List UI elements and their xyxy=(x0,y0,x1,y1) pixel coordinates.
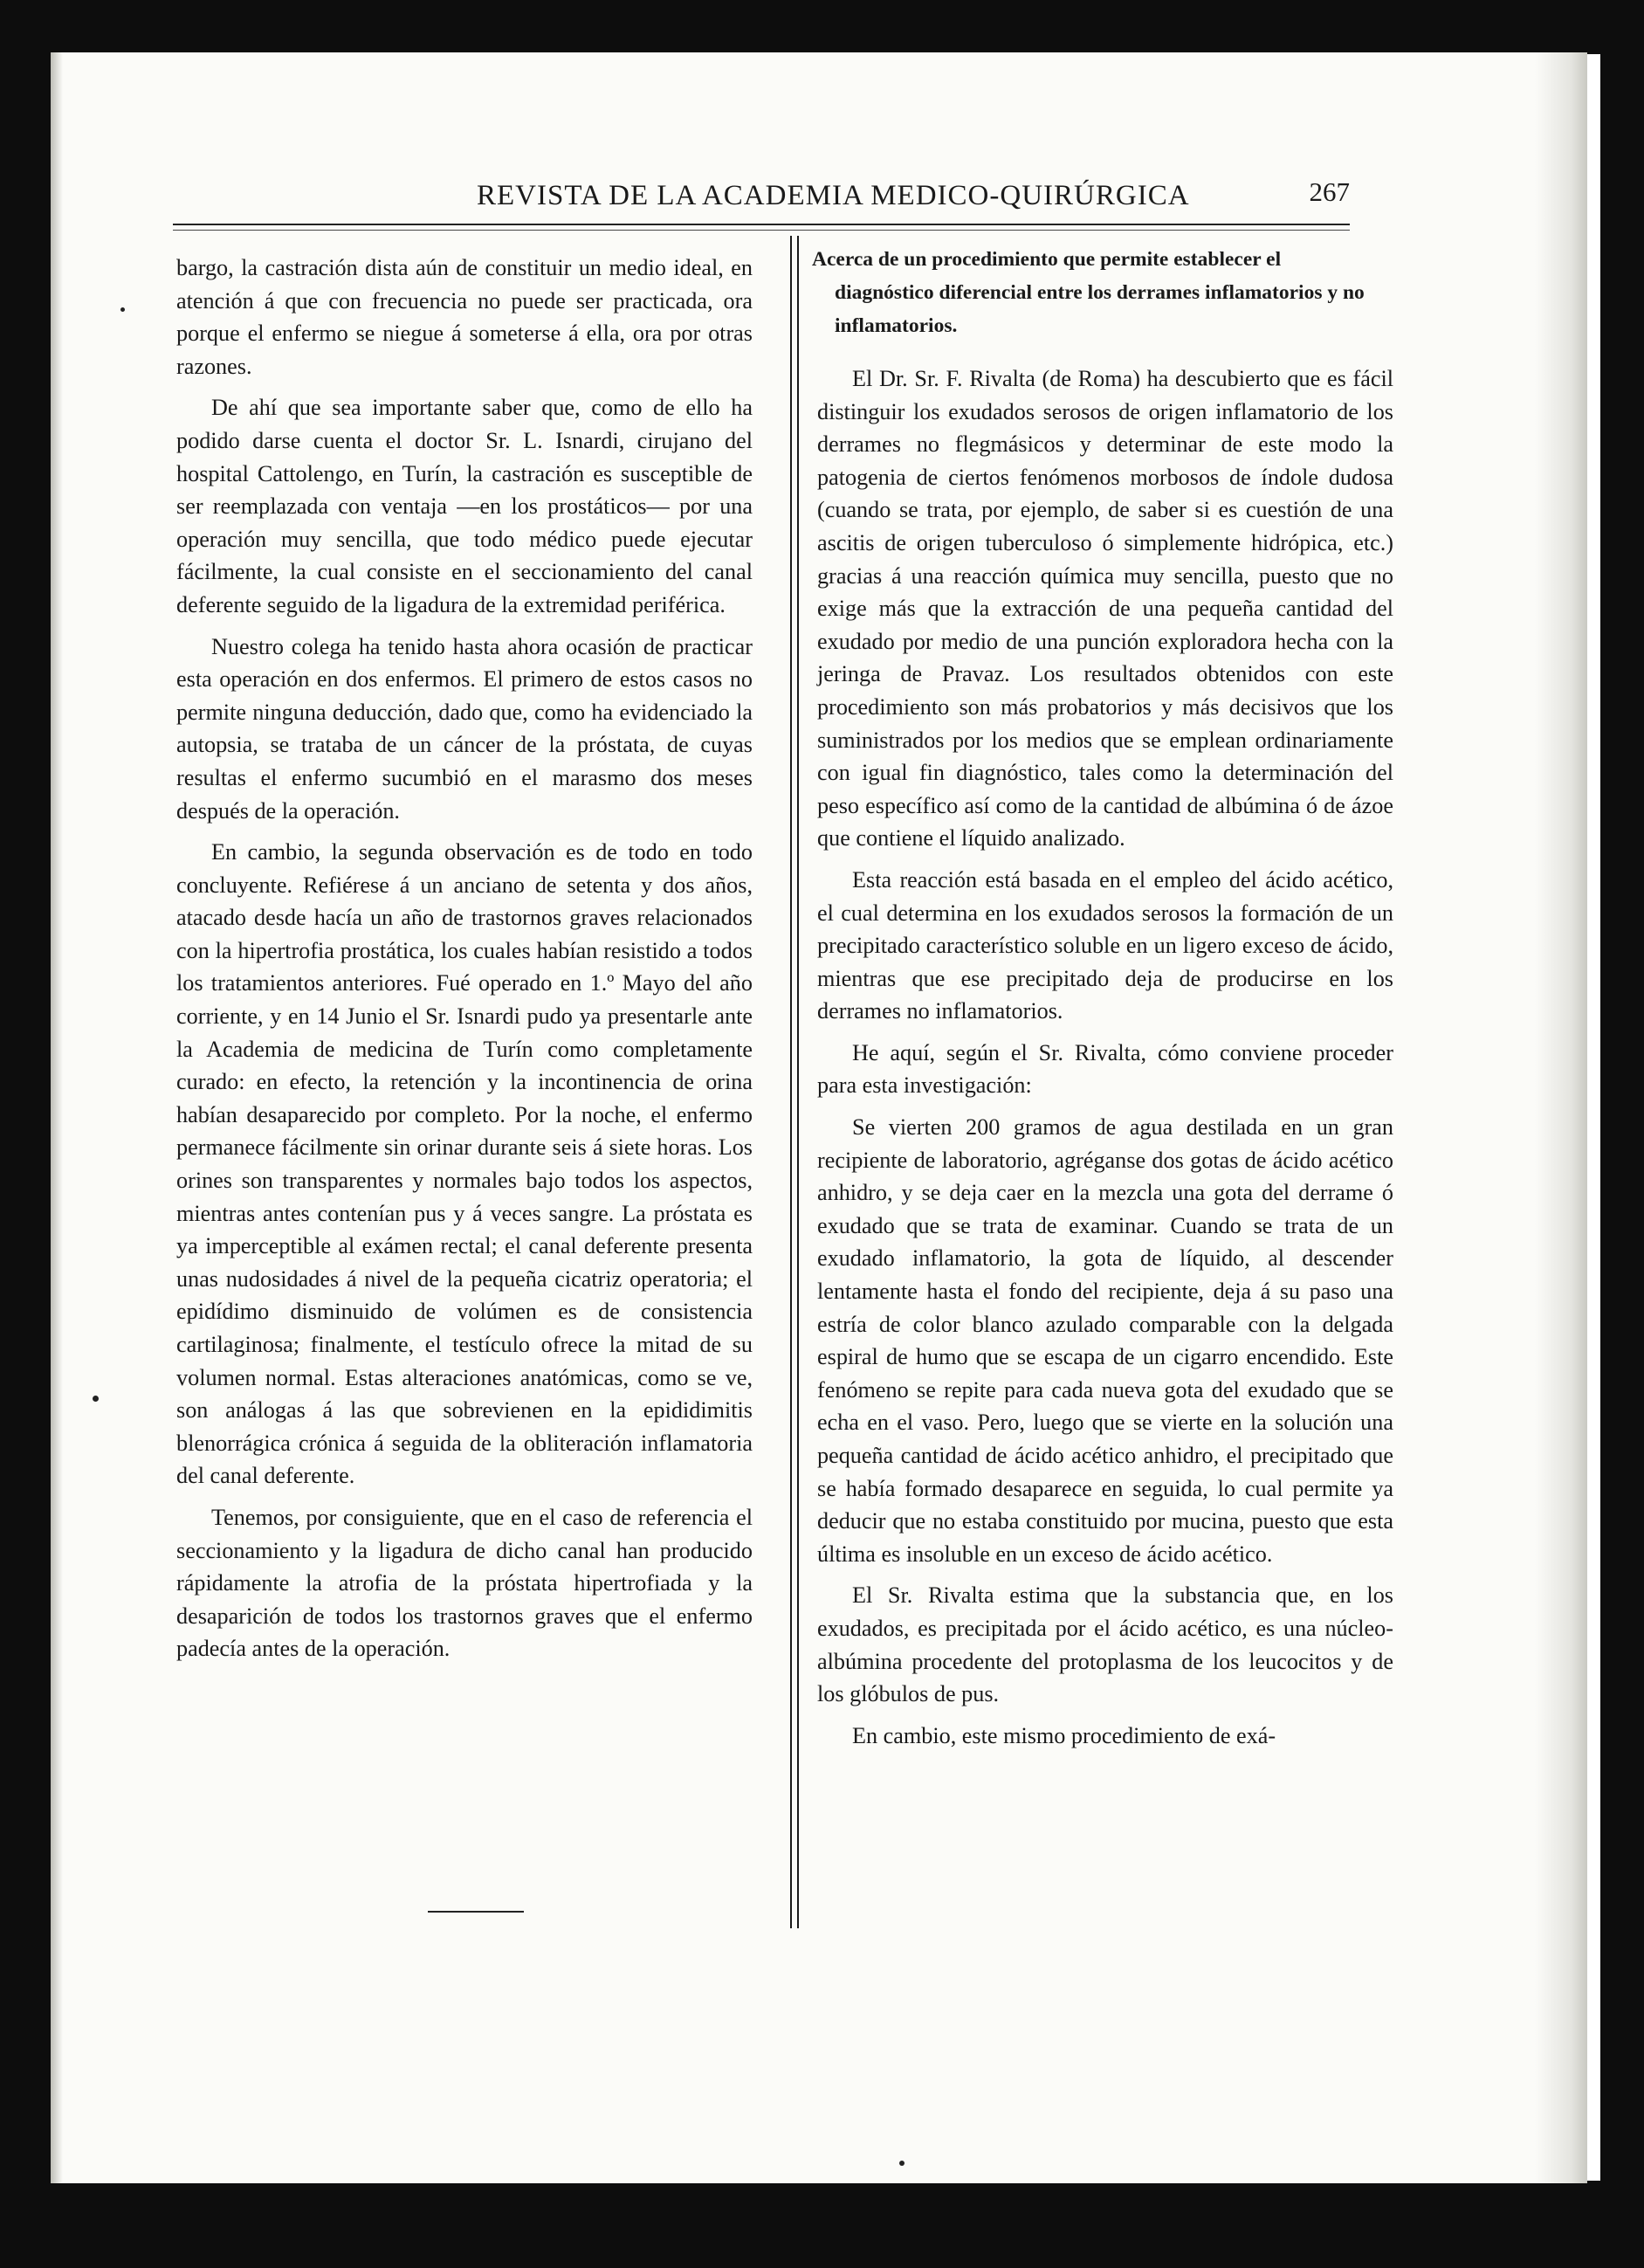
ink-speck xyxy=(120,307,125,312)
scan-border-top xyxy=(0,0,1644,54)
running-header xyxy=(173,176,1350,215)
article-heading-rest: diagnóstico diferencial entre los derrames inflamatorios y no inflamatorios. xyxy=(835,281,1365,337)
paragraph: Esta reacción está basada en el empleo del ácido acético, el cual determina en los exudados serosos la formación de un precipitado característico soluble en un ligero exceso de ácido, mientras que ese precipitado deja de producirse en los derrames no inflamatorios. xyxy=(817,866,1393,1024)
paragraph: El Sr. Rivalta estima que la substancia que, en los exudados, es precipitada por el ácido acético, es una núcleo-albúmina procedente del protoplasma de los leucocitos y de los glóbulos de pus. xyxy=(817,1582,1393,1707)
article-heading xyxy=(812,243,1388,342)
page-fold xyxy=(1535,52,1587,2183)
paragraph: El Dr. Sr. F. Rivalta (de Roma) ha descubierto que es fácil distinguir los exudados serosos de origen inflamatorio de los derrames no flegmásicos y determinar de este modo la patogenia de ciertos fenómenos morbosos de índole dudosa (cuando se trata, por ejemplo, de saber si es cuestión de una ascitis de origen tuberculoso ó simplemente hidrópica, etc.) gracias á una reacción química muy sencilla, puesto que no exige más que la extracción de una pequeña cantidad del exudado por medio de una punción exploradora hecha con la jeringa de Pravaz. Los resultados obtenidos con este procedimiento son más probatorios y más decisivos que los suministrados por los medios que se emplean ordinariamente con igual fin diagnóstico, tales como la determinación del peso específico así como de la cantidad de albúmina ó de ázoe que contiene el líquido analizado. xyxy=(817,366,1393,851)
scan-border-bottom xyxy=(0,2181,1644,2268)
paragraph: Se vierten 200 gramos de agua destilada en un gran recipiente de laboratorio, agréganse dos gotas de ácido acético anhidro, y se deja caer en la mezcla una gota del derrame ó exudado que se trata de examinar. Cuando se trata de un exudado inflamatorio, la gota de líquido, al descender lentamente hasta el fondo del recipiente, deja á su paso una estría de color blanco azulado comparable con la delgada espiral de humo que se escapa de un cigarro encendido. Este fenómeno se repite para cada nueva gota del exudado que se echa en el vaso. Pero, luego que se vierte en la solución una pequeña cantidad de ácido acético anhidro, el precipitado que se había formado desaparece en seguida, lo cual permite ya deducir que no estaba constituido por mucina, puesto que esta última es insoluble en un exceso de ácido acético. xyxy=(817,1114,1393,1567)
paragraph: He aquí, según el Sr. Rivalta, cómo conviene proceder para esta investigación: xyxy=(817,1039,1393,1099)
section-end-rule xyxy=(428,1911,524,1913)
article-heading-line1: Acerca de un procedimiento que permite establecer el xyxy=(812,248,1282,271)
journal-title: REVISTA DE LA ACADEMIA MEDICO-QUIRÚRGICA xyxy=(477,180,1190,211)
left-column xyxy=(176,252,753,1674)
paragraph: En cambio, este mismo procedimiento de exá- xyxy=(852,1722,1276,1748)
header-rule xyxy=(173,224,1350,225)
scan-border-left xyxy=(0,0,52,2268)
right-column xyxy=(817,362,1393,1761)
column-divider xyxy=(790,236,799,1928)
ink-speck xyxy=(899,2161,905,2166)
scan-border-right xyxy=(1600,0,1644,2268)
paragraph: bargo, la castración dista aún de constituir un medio ideal, en atención á que con frecuencia no puede ser practicada, ora porque el enfermo se niegue á someterse á ella, ora por otras razones. xyxy=(176,255,753,379)
header-rule-thin xyxy=(173,230,1350,231)
paragraph: De ahí que sea importante saber que, como de ello ha podido darse cuenta el doctor Sr. L. Isnardi, cirujano del hospital Cattolengo, en Turín, la castración es susceptible de ser reemplazada con ventaja —en los prostáticos— por una operación muy sencilla, que todo médico puede ejecutar fácilmente, la cual consiste en el seccionamiento del canal deferente seguido de la ligadura de la extremidad periférica. xyxy=(176,395,753,617)
page-number: 267 xyxy=(1309,176,1350,207)
paragraph: En cambio, la segunda observación es de todo en todo concluyente. Refiérese á un anciano de setenta y dos años, atacado desde hacía un año de trastornos graves relacionados con la hipertrofia prostática, los cuales habían resistido a todos los tratamientos anteriores. Fué operado en 1.º Mayo del año corriente, y en 14 Junio el Sr. Isnardi pudo ya presentarle ante la Academia de medicina de Turín como completamente curado: en efecto, la retención y la incontinencia de orina habían desaparecido por completo. Por la noche, el enfermo permanece fácilmente sin orinar durante seis á siete horas. Los orines son transparentes y normales bajo todos los aspectos, mientras antes contenían pus y á veces sangre. La próstata es ya imperceptible al exámen rectal; el canal deferente presenta unas nudosidades á nivel de la pequeña cicatriz operatoria; el epidídimo disminuido de volúmen es de consistencia cartilaginosa; finalmente, el testículo ofrece la mitad de su volumen normal. Estas alteraciones anatómicas, como se ve, son análogas á las que sobrevienen en la epididimitis blenorrágica crónica á seguida de la obliteración inflamatoria del canal deferente. xyxy=(176,839,753,1489)
paragraph: Tenemos, por consiguiente, que en el caso de referencia el seccionamiento y la ligadura de dicho canal han producido rápidamente la atrofia de la próstata hipertrofiada y la desaparición de todos los trastornos graves que el enfermo padecía antes de la operación. xyxy=(176,1504,753,1662)
page-shadow xyxy=(51,52,63,2183)
ink-speck xyxy=(93,1396,99,1402)
paragraph: Nuestro colega ha tenido hasta ahora ocasión de practicar esta operación en dos enfermos. El primero de estos casos no permite ninguna deducción, dado que, como ha evidenciado la autopsia, se trataba de un cáncer de la próstata, de cuyas resultas el enfermo sucumbió en el marasmo dos meses después de la operación. xyxy=(176,633,753,824)
